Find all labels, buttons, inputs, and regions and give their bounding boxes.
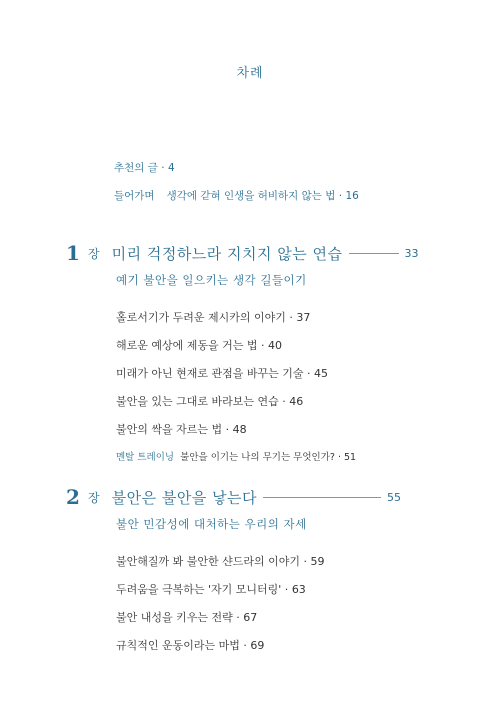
entry-page: 51	[343, 452, 357, 463]
entry-text: 불안을 이기는 나의 무기는 무엇인가?	[180, 452, 335, 463]
entry-page: 69	[250, 639, 265, 652]
toc-entry[interactable]: 두려움을 극복하는 '자기 모니터링' · 63	[116, 583, 306, 596]
chapter-heading[interactable]	[66, 484, 466, 510]
entry-text: 해로운 예상에 제동을 거는 법	[116, 339, 258, 352]
chapter-subtitle: 불안 민감성에 대처하는 우리의 자세	[116, 517, 307, 531]
entry-page: 37	[296, 311, 311, 324]
toc-entry[interactable]: 미래가 아닌 현재로 관점을 바꾸는 기술 · 45	[116, 367, 328, 380]
toc-entry[interactable]: 규칙적인 운동이라는 마법 · 69	[116, 639, 265, 652]
entry-page: 40	[268, 339, 282, 352]
toc-title: 차례	[236, 66, 264, 81]
toc-entry[interactable]: 홀로서기가 두려운 제시카의 이야기 · 37	[116, 311, 311, 324]
toc-entry-foreword[interactable]: 추천의 글 · 4	[114, 162, 175, 174]
entry-page: 48	[232, 423, 247, 436]
chapter-title: 미리 걱정하느라 지치지 않는 연습	[111, 244, 343, 263]
entry-page: 67	[243, 611, 258, 624]
chapter-page: 55	[387, 490, 402, 504]
toc-entry[interactable]: 불안해질까 봐 불안한 샨드라의 이야기 · 59	[116, 555, 325, 568]
entry-page: 16	[345, 190, 359, 202]
entry-text: 홀로서기가 두려운 제시카의 이야기	[116, 311, 286, 324]
chapter-page: 33	[404, 246, 419, 260]
intro-section	[114, 160, 359, 216]
chapter-1	[66, 240, 466, 478]
entry-text: 불안 내성을 키우는 전략	[116, 611, 233, 624]
chapter-number: 2	[66, 485, 80, 509]
entry-text: 불안해질까 봐 불안한 샨드라의 이야기	[116, 555, 301, 568]
entry-page: 63	[291, 583, 306, 596]
entry-text: 규칙적인 운동이라는 마법	[116, 639, 240, 652]
toc-entry-training[interactable]: 멘탈 트레이닝 불안을 이기는 나의 무기는 무엇인가? · 51	[116, 452, 357, 463]
chapter-label: 장	[88, 246, 100, 261]
entry-page: 46	[289, 395, 304, 408]
leader-line	[349, 253, 399, 254]
entry-label: 들어가며	[114, 190, 155, 202]
toc-entry[interactable]: 불안을 있는 그대로 바라보는 연습 · 46	[116, 395, 304, 408]
toc-entry[interactable]: 불안의 싹을 자르는 법 · 48	[116, 423, 247, 436]
entry-subtitle: 생각에 갇혀 인생을 허비하지 않는 법	[166, 190, 336, 202]
toc-entry-introduction[interactable]: 들어가며 생각에 갇혀 인생을 허비하지 않는 법 · 16	[114, 190, 359, 202]
entry-text: 미래가 아닌 현재로 관점을 바꾸는 기술	[116, 367, 304, 380]
entry-text: 불안을 있는 그대로 바라보는 연습	[116, 395, 279, 408]
entry-page: 4	[167, 162, 175, 174]
chapter-heading[interactable]	[66, 240, 466, 266]
entry-text: 두려움을 극복하는 '자기 모니터링'	[116, 583, 282, 596]
chapter-title: 불안은 불안을 낳는다	[111, 488, 258, 507]
chapter-subtitle: 예기 불안을 일으키는 생각 길들이기	[116, 273, 307, 287]
entry-page: 59	[310, 555, 325, 568]
chapter-label: 장	[88, 490, 100, 505]
chapter-number: 1	[66, 241, 80, 265]
toc-entry[interactable]: 해로운 예상에 제동을 거는 법 · 40	[116, 339, 282, 352]
entry-text: 불안의 싹을 자르는 법	[116, 423, 223, 436]
entry-page: 45	[314, 367, 328, 380]
toc-entry[interactable]: 불안 내성을 키우는 전략 · 67	[116, 611, 258, 624]
training-tag: 멘탈 트레이닝	[116, 452, 175, 463]
chapter-2	[66, 484, 466, 666]
entry-label: 추천의 글	[114, 162, 158, 174]
leader-line	[263, 497, 381, 498]
